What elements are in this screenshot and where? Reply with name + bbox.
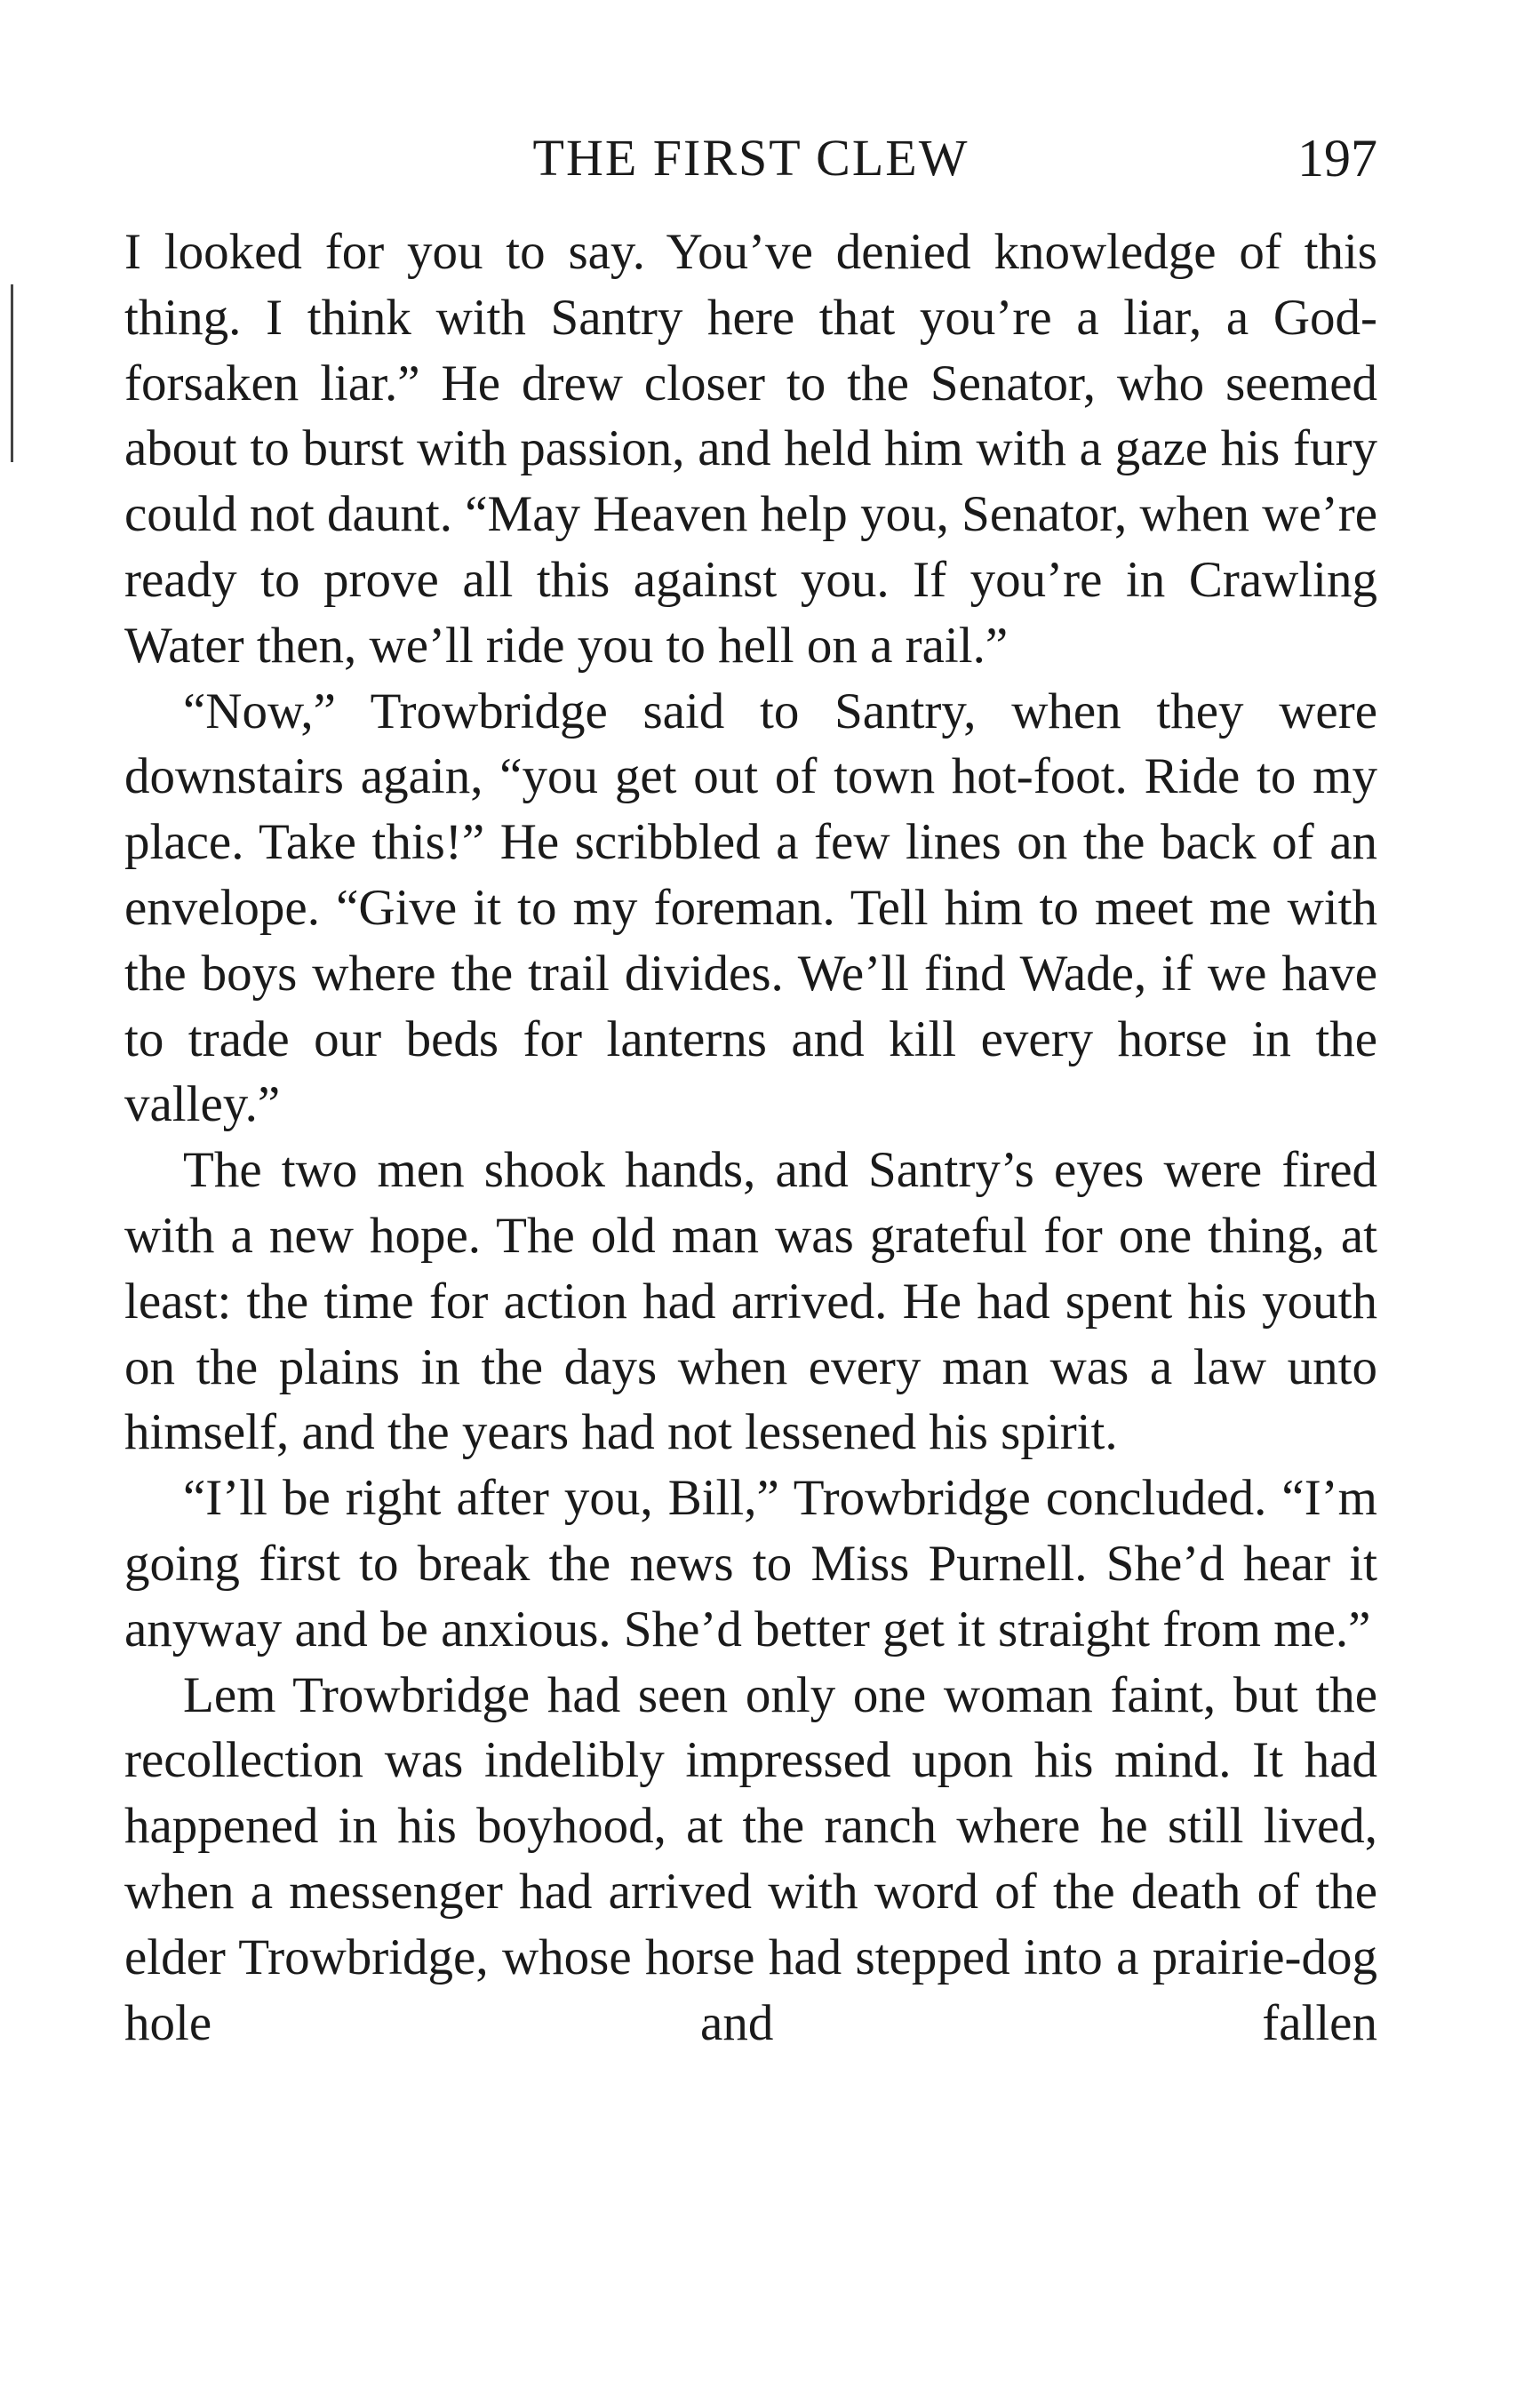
paragraph-3: The two men shook hands, and Santry’s eyes were fired with a new hope. The old man was grateful for one thing, at least: the time for action had arrived. He had spent his youth on the plains in the days when every man was a law unto himself, and the years had not lessened his spirit. (124, 1142, 1377, 1461)
paragraph-4: “I’ll be right after you, Bill,” Trowbridge concluded. “I’m going first to break the news to Miss Purnell. She’d hear it anyway and be anxious. She’d better get it straight from me.” (124, 1470, 1377, 1657)
margin-binding-mark (11, 284, 13, 462)
paragraph-5: Lem Trowbridge had seen only one woman faint, but the recollection was indelibly impressed upon his mind. It had happened in his boyhood, at the ranch where he still lived, when a messenger had arrived with word of the death of the elder Trowbridge, whose horse had stepped into a prairie-dog hole and fallen (124, 1666, 1377, 2051)
running-head (124, 123, 1377, 194)
running-title: THE FIRST CLEW (532, 129, 969, 187)
paragraph-2: “Now,” Trowbridge said to Santry, when they were downstairs again, “you get out of town hot-foot. Ride to my place. Take this!” He scribbled a few lines on the back of an envelope. “Give it to my foreman. Tell him to meet me with the boys where the trail divides. We’ll find Wade, if we have to trade our beds for lanterns and kill every horse in the valley.” (124, 683, 1377, 1133)
paragraph-1: I looked for you to say. You’ve denied knowledge of this thing. I think with Santry here that you’re a liar, a God-forsaken liar.” He drew closer to the Senator, who seemed about to burst with passion, and held him with a gaze his fury could not daunt. “May Heaven help you, Senator, when we’re ready to prove all this against you. If you’re in Crawling Water then, we’ll ride you to hell on a rail.” (124, 224, 1377, 674)
body-text (124, 220, 1377, 2056)
page-number: 197 (1297, 129, 1377, 188)
